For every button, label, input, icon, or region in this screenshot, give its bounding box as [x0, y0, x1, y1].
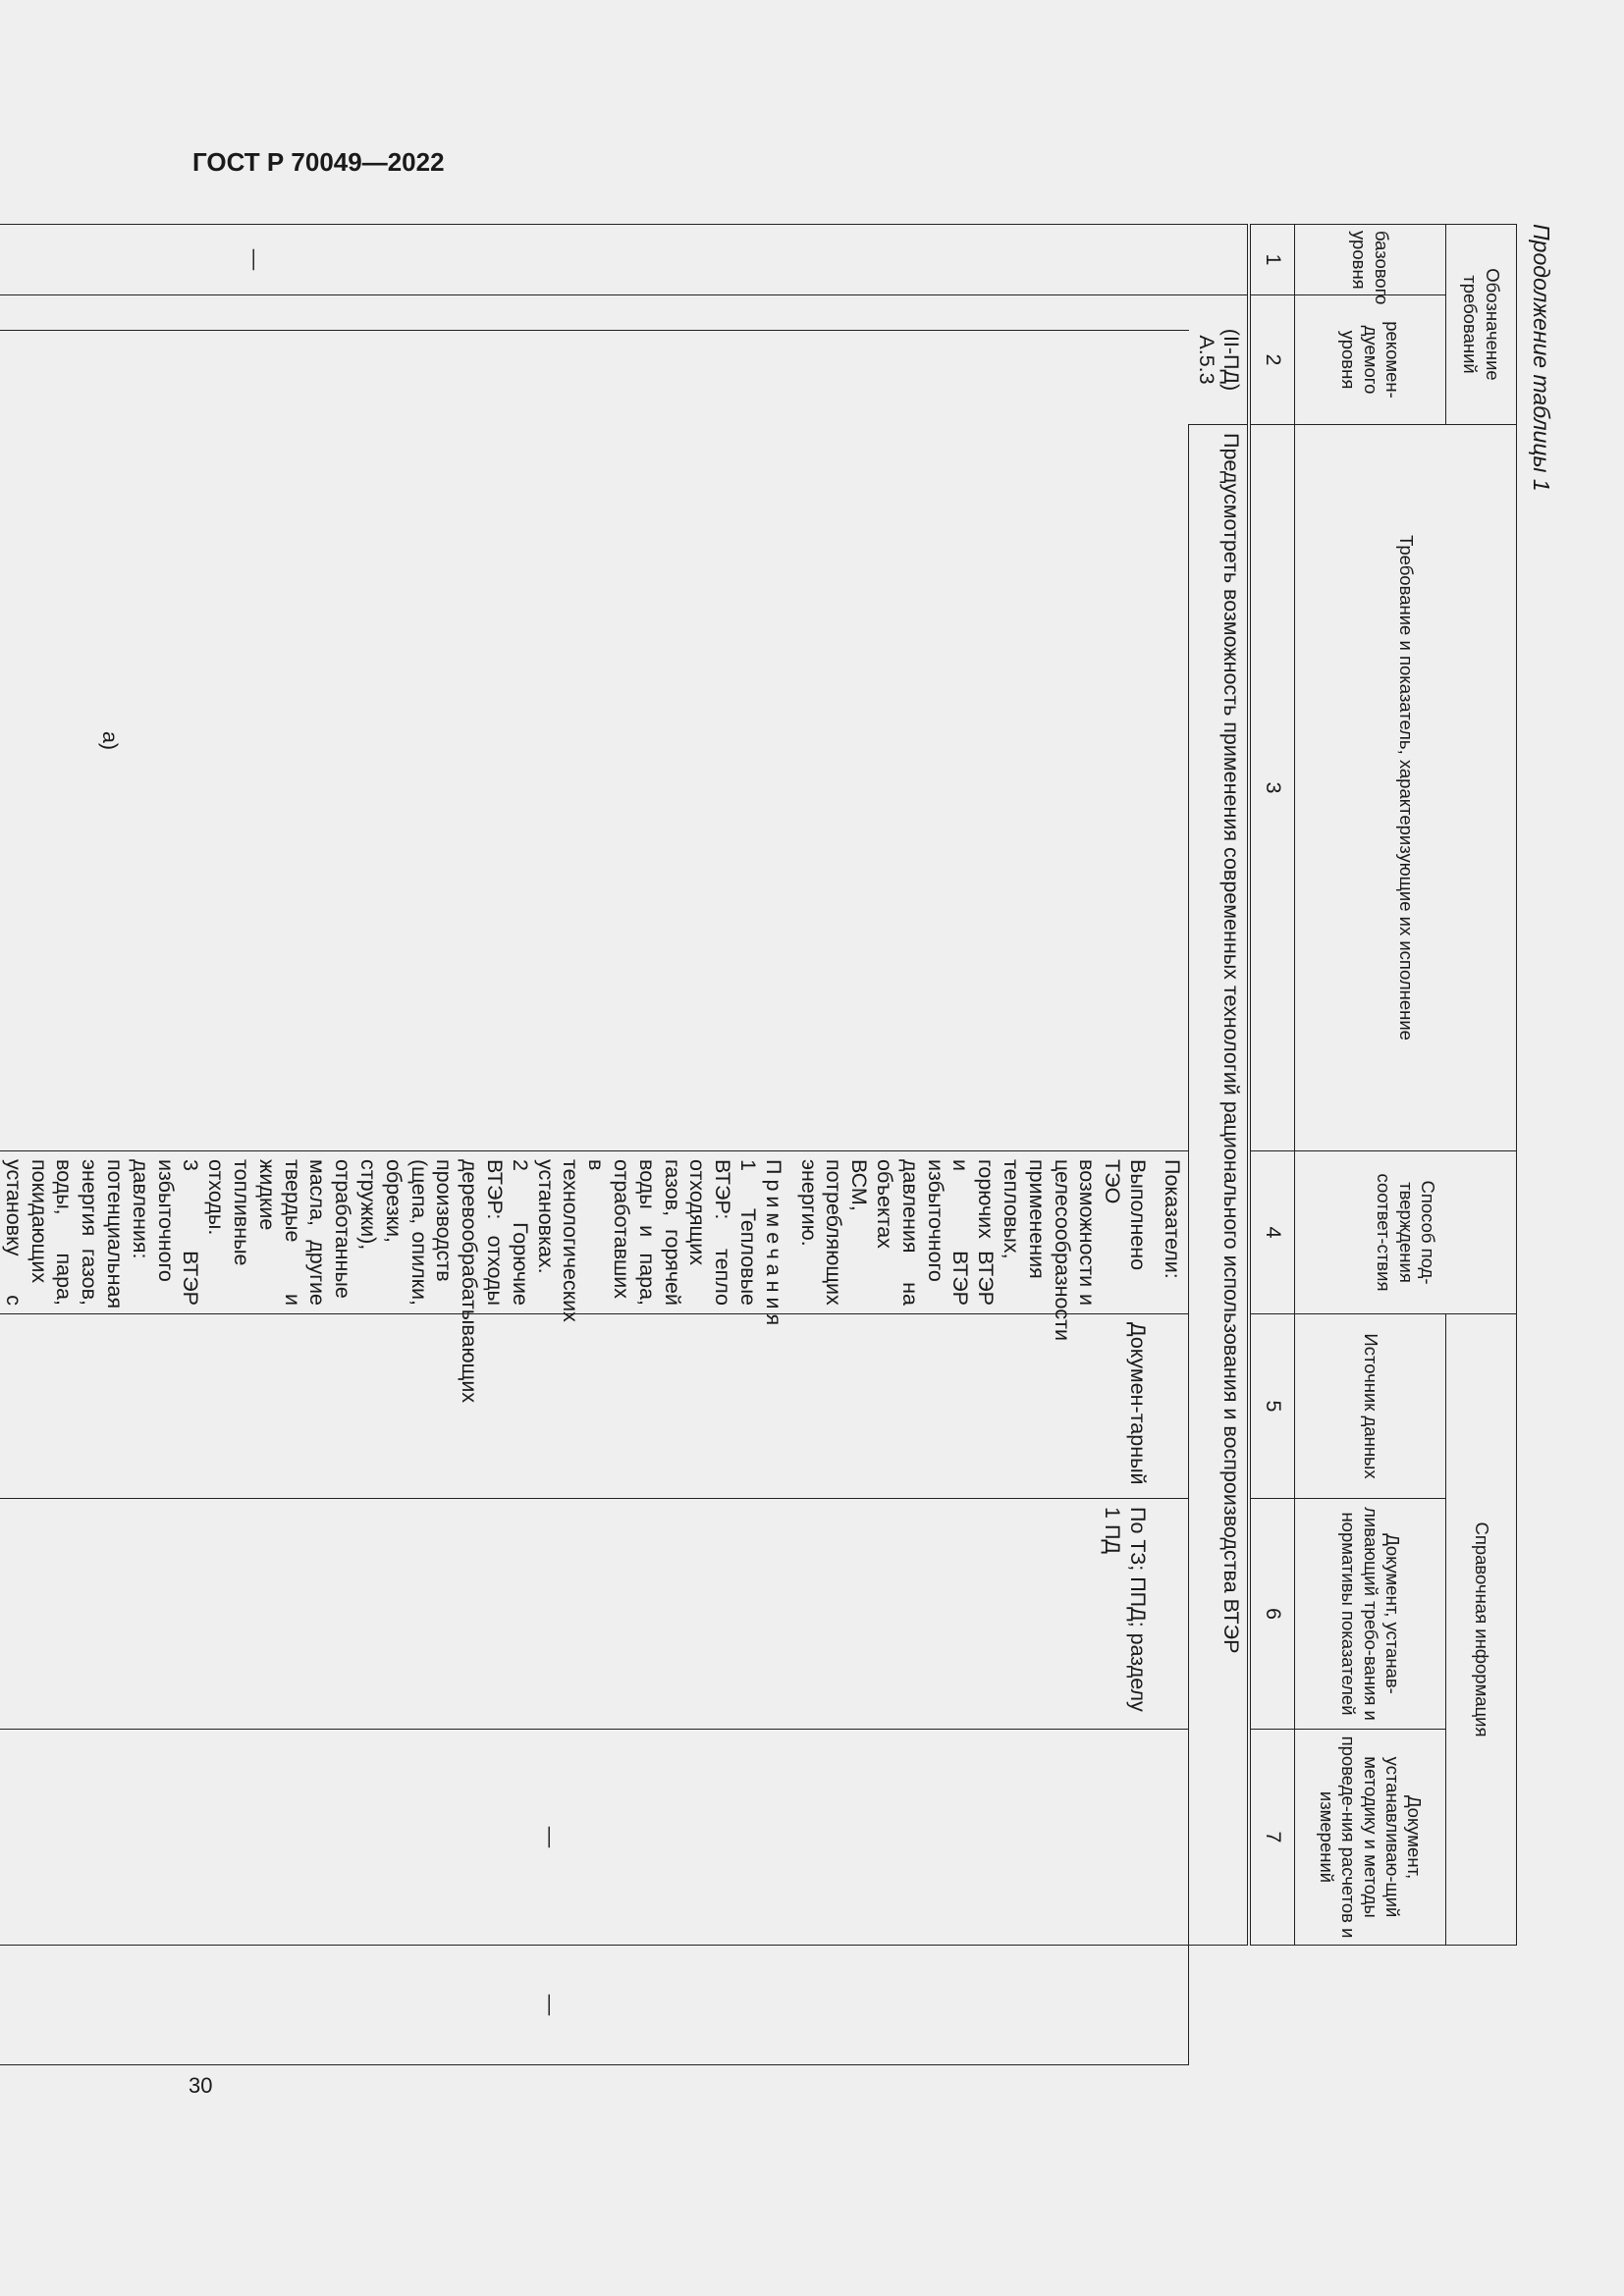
head-requirement: Требование и показатель, характеризующие их исполнение [1295, 425, 1517, 1151]
col-num-4: 4 [1250, 1151, 1295, 1314]
group1-a-confirm: Докумен-тарный [0, 1314, 1154, 1499]
head-reference: Справочная информация [1446, 1314, 1517, 1946]
group1-rec-level: (II-ПД) А.5.3 [1189, 295, 1250, 425]
col-num-7: 7 [1250, 1730, 1295, 1946]
group1-rec-spacer [0, 295, 1189, 331]
group1-confirm-top [1154, 1314, 1189, 1499]
group1-a-doc-method: — [0, 1946, 1154, 2065]
col-num-1: 1 [1250, 225, 1295, 295]
group1-norms-top [1154, 1730, 1189, 1946]
group1-a-doc-norms: — [0, 1730, 1154, 1946]
head-confirmation: Способ под-тверждения соответ-ствия [1295, 1151, 1517, 1314]
group1-method-top [1154, 1946, 1189, 2065]
rotated-table-page [1, 224, 1554, 2065]
group1-a-letter: а) [98, 730, 123, 751]
group1-a-notes-label: Примечания [761, 1159, 785, 1331]
group1-indicators-row [1154, 225, 1189, 2065]
group1-a-note-3: 3 ВТЭР избыточного давления: потенциальная энергия газов, воды, пара, покидающих установку с [1, 1159, 203, 1309]
group1-a-source: По ТЗ; ППД; разделу 1 ПД [0, 1499, 1154, 1730]
page-number: 30 [189, 2073, 213, 2098]
group1-title: Предусмотреть возможность применения современных технологий рационального использования и воспроизводства ВТЭР [1189, 425, 1250, 1946]
head-doc-norms: Документ, устанав-ливающий требо-вания и нормативы показателей [1295, 1499, 1446, 1730]
group1-source-top [1154, 1499, 1189, 1730]
group1-a-text: Выполнено ТЭО возможности и целесообразности применения тепловых, горючих ВТЭР и ВТЭР избыточного давления на объектах ВСМ, потребляющих энергию. [796, 1159, 1150, 1342]
group1-a-letter-cell [0, 331, 1189, 1151]
col-num-2: 2 [1250, 295, 1295, 425]
document-header: ГОСТ Р 70049—2022 [192, 147, 445, 177]
col-num-6: 6 [1250, 1499, 1295, 1730]
col-num-5: 5 [1250, 1314, 1295, 1499]
group1-base-level: — [0, 225, 1250, 295]
head-source: Источник данных [1295, 1314, 1446, 1499]
group1-title-row [1189, 225, 1250, 2065]
column-numbers-row [1250, 225, 1295, 2065]
table-caption: Продолжение таблицы 1 [1529, 224, 1554, 492]
head-base-level: базового уровня [1295, 225, 1446, 295]
head-doc-method: Документ, устанавливаю-щий методику и методы проведе-ния расчетов и измерений [1295, 1730, 1446, 1946]
head-rec-level: рекомен-дуемого уровня [1295, 295, 1446, 425]
group1-a-note-2: 2 Горючие ВТЭР: отходы деревообрабатывающих производств (щепа, опилки, обрезки, стружки), отработанные масла, другие твердые и жидкие топливные отходы. [204, 1159, 532, 1404]
col-num-3: 3 [1250, 425, 1295, 1151]
requirements-table [0, 224, 1517, 2065]
group1-indicators-label: Показатели: [1154, 1151, 1189, 1314]
header-row-1 [1446, 225, 1517, 2065]
head-designation: Обозначение требований [1446, 225, 1517, 425]
group1-a-note-1: 1 Тепловые ВТЭР: тепло отходящих газов, горячей воды и пара, отработавших в технологических установках. [533, 1159, 760, 1322]
